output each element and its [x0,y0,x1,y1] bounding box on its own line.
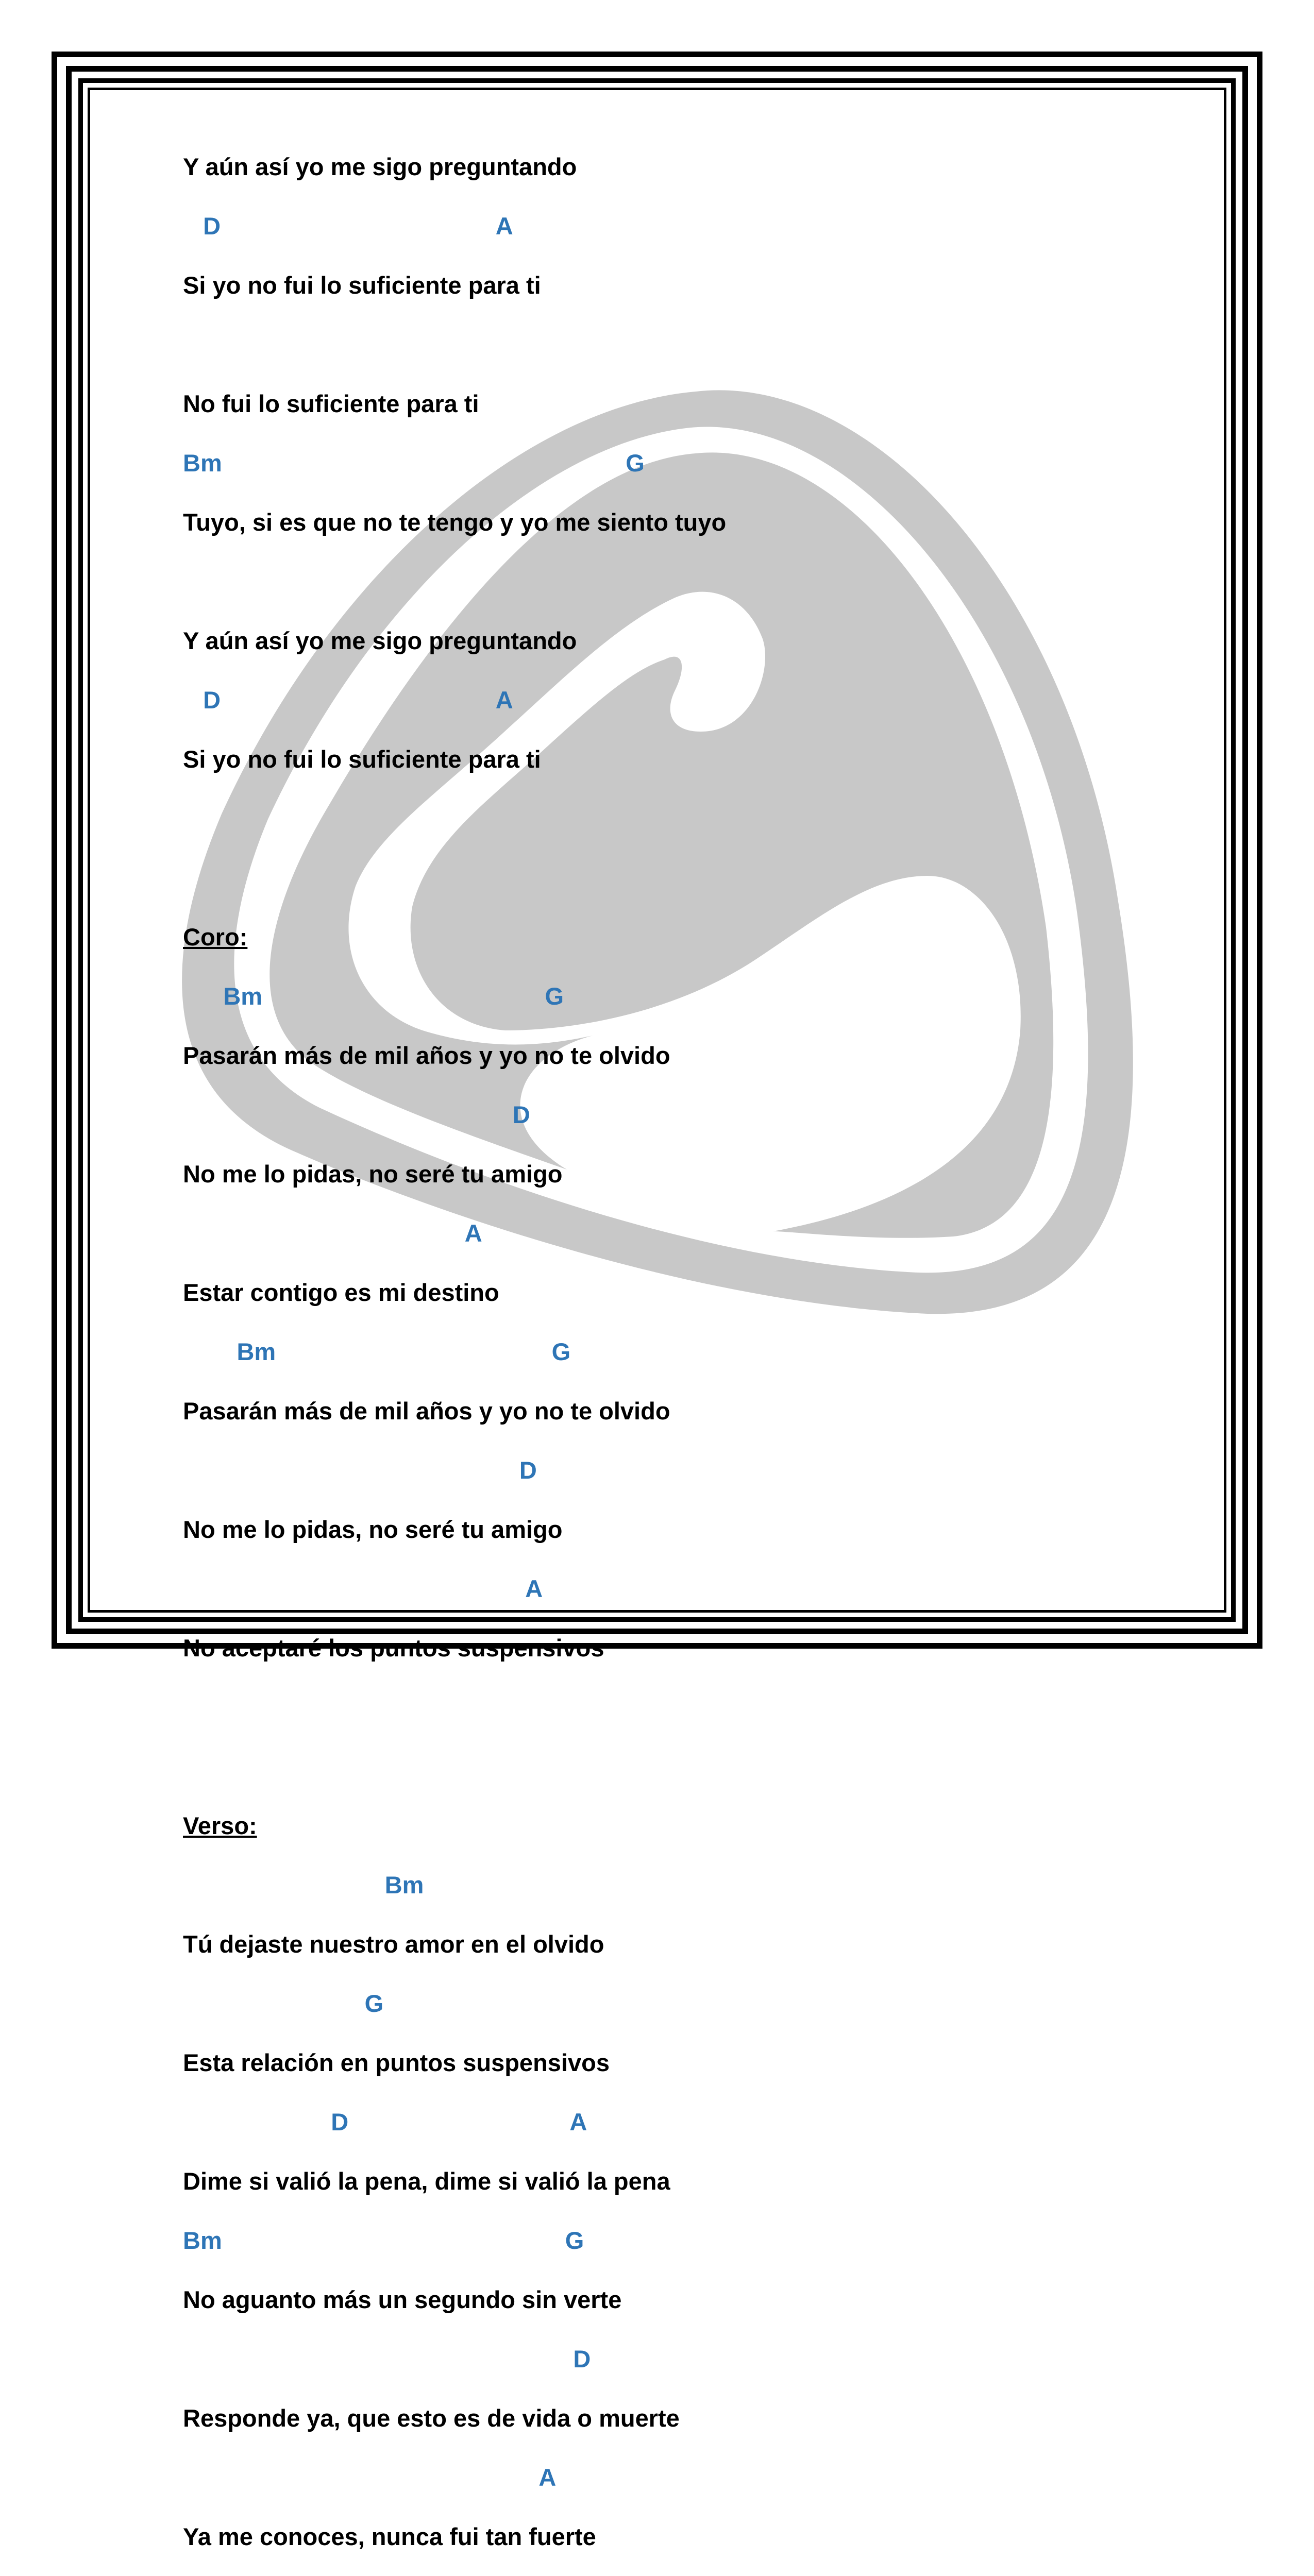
chord-line: A [183,1575,543,1602]
lyric-line: No me lo pidas, no seré tu amigo [183,1160,563,1188]
lyric-line: Si yo no fui lo suficiente para ti [183,745,541,773]
chord-line: Bm G [183,1338,571,1365]
chord-line: A [183,2464,557,2491]
chord-line: G [183,1990,384,2017]
chord-line: D [183,1101,530,1128]
chord-line: Bm G [183,982,564,1010]
section-heading: Verso: [183,1812,257,1839]
lyric-line: Esta relación en puntos suspensivos [183,2049,610,2076]
lyric-line: Estar contigo es mi destino [183,1279,499,1306]
chord-line: D [183,1456,537,1484]
lyric-line: Tú dejaste nuestro amor en el olvido [183,1930,604,1958]
chord-line: Bm G [183,449,645,477]
chord-line: Bm G [183,2227,584,2254]
lyric-line: No aguanto más un segundo sin verte [183,2286,622,2313]
lyric-line: Pasarán más de mil años y yo no te olvido [183,1397,670,1425]
lyric-line: Pasarán más de mil años y yo no te olvido [183,1042,670,1069]
lyric-line: Dime si valió la pena, dime si valió la pena [183,2167,670,2195]
lyric-line: Tuyo, si es que no te tengo y yo me siento tuyo [183,509,727,536]
chord-line: D A [183,686,513,714]
lyric-line: Y aún así yo me sigo preguntando [183,153,577,180]
chord-line: D [183,2345,591,2372]
lyric-line: No fui lo suficiente para ti [183,390,479,417]
chord-line: D A [183,212,513,240]
chord-line: Bm [183,1871,424,1899]
chord-line: D A [183,2108,587,2136]
lyric-line: No aceptaré los puntos suspensivos [183,1634,604,1662]
chord-line: A [183,1219,482,1247]
lyric-line: Y aún así yo me sigo preguntando [183,627,577,654]
section-heading: Coro: [183,923,248,951]
lyric-line: Responde ya, que esto es de vida o muerte [183,2404,680,2432]
lyric-line: No me lo pidas, no seré tu amigo [183,1516,563,1543]
lyric-line: Si yo no fui lo suficiente para ti [183,272,541,299]
lyric-line: Ya me conoces, nunca fui tan fuerte [183,2523,596,2550]
